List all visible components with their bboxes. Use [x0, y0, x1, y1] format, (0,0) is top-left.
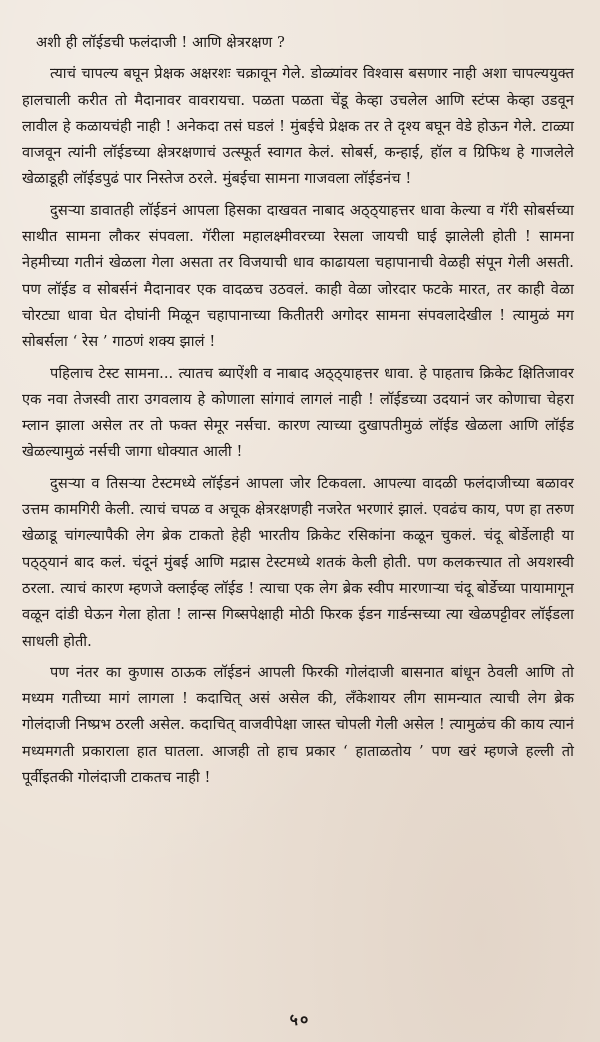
paragraph-1: अशी ही लॉईडची फलंदाजी ! आणि क्षेत्ररक्षण ? — [36, 34, 285, 51]
paragraph-5: दुसऱ्या व तिसऱ्या टेस्टमध्ये लॉईडनं आपला जोर टिकवला. आपल्या वादळी फलंदाजीच्या बळावर उत्तम कामगिरी केली. त्याचं चपळ व अचूक क्षेत्ररक्षणही नजरेत भरणारं झालं. एवढंच काय, पण हा तरुण खेळाडू चांगल्यापैकी लेग ब्रेक टाकतो हेही भारतीय क्रिकेट रसिकांना कळून चुकलं. चंदू बोर्डेलाही या पठ्ठ्यानं बाद कलं. चंदूनं मुंबई आणि मद्रास टेस्टमध्ये शतकं केली होती. पण कलकत्त्यात तो अयशस्वी ठरला. त्याचं कारण म्हणजे क्लाईव्ह लॉईड ! त्याचा एक लेग ब्रेक स्वीप मारणाऱ्या चंदू बोर्डेच्या पायामागून वळून दांडी घेऊन गेला होता ! लान्स गिब्सपेक्षाही मोठी फिरक ईडन गार्डन्सच्या त्या खेळपट्टीवर लॉईडला साधली होती. — [22, 474, 574, 650]
page-number: ५० — [289, 1010, 311, 1029]
paragraph-6: पण नंतर का कुणास ठाऊक लॉईडनं आपली फिरकी गोलंदाजी बासनात बांधून ठेवली आणि तो मध्यम गतीच्या मागं लागला ! कदाचित् असं असेल की, लँकेशायर लीग सामन्यात त्याची लेग ब्रेक गोलंदाजी निष्प्रभ ठरली असेल. कदाचित् वाजवीपेक्षा जास्त चोपली गेली असेल ! त्यामुळंच की काय त्यानं मध्यमगती प्रकाराला हात घातला. आजही तो हाच प्रकार ‘ हाताळतोय ’ पण खरं म्हणजे हल्ली तो पूर्वीइतकी गोलंदाजी टाकतच नाही ! — [22, 663, 574, 787]
paragraph-3: दुसऱ्या डावातही लॉईडनं आपला हिसका दाखवत नाबाद अठ्ठ्याहत्तर धावा केल्या व गॅरी सोबर्सच्या साथीत सामना लौकर संपवला. गॅरीला महालक्ष्मीवरच्या रेसला जायची घाई झालेली होती ! सामना नेहमीच्या गतीनं खेळला गेला असता तर विजयाची धाव काढायला चहापानाची वेळही संपून गेली असती. पण लॉईड व सोबर्सनं मैदानावर एक वादळच उठवलं. काही वेळा जोरदार फटके मारत, तर काही वेळा चोरट्या धावा घेत दोघांनी मिळून चहापानाच्या कितीतरी अगोदर सामना संपवलादेखील ! त्यामुळं मग सोबर्सला ‘ रेस ’ गाठणं शक्य झालं ! — [22, 201, 574, 351]
body-text — [22, 30, 574, 791]
paragraph-2: त्याचं चापल्य बघून प्रेक्षक अक्षरशः चक्रावून गेले. डोळ्यांवर विश्वास बसणार नाही अशा चापल्ययुक्त हालचाली करीत तो मैदानावर वावरायचा. पळता पळता चेंडू केव्हा उचलेल आणि स्टंप्स केव्हा उडवून लावील हे कळायचंही नाही ! अनेकदा तसं घडलं ! मुंबईचे प्रेक्षक तर ते दृश्य बघून वेडे होऊन गेले. टाळ्या वाजवून त्यांनी लॉईडच्या क्षेत्ररक्षणाचं उत्स्फूर्त स्वागत केलं. सोबर्स, कन्हाई, हॉल व ग्रिफिथ हे गाजलेले खेळाडूही लॉईडपुढं पार निस्तेज ठरले. मुंबईचा सामना गाजवला लॉईडनंच ! — [22, 65, 574, 188]
paragraph-4: पहिलाच टेस्ट सामना... त्यातच ब्याऐंशी व नाबाद अठ्ठ्याहत्तर धावा. हे पाहताच क्रिकेट क्षितिजावर एक नवा तेजस्वी तारा उगवलाय हे कोणाला सांगावं लागलं नाही ! लॉईडच्या उदयानं जर कोणाचा चेहरा म्लान झाला असेल तर तो फक्त सेमूर नर्सचा. कारण त्याच्या दुखापतीमुळं लॉईड खेळला आणि लॉईड खेळल्यामुळं नर्सची जागा धोक्यात आली ! — [22, 364, 574, 461]
